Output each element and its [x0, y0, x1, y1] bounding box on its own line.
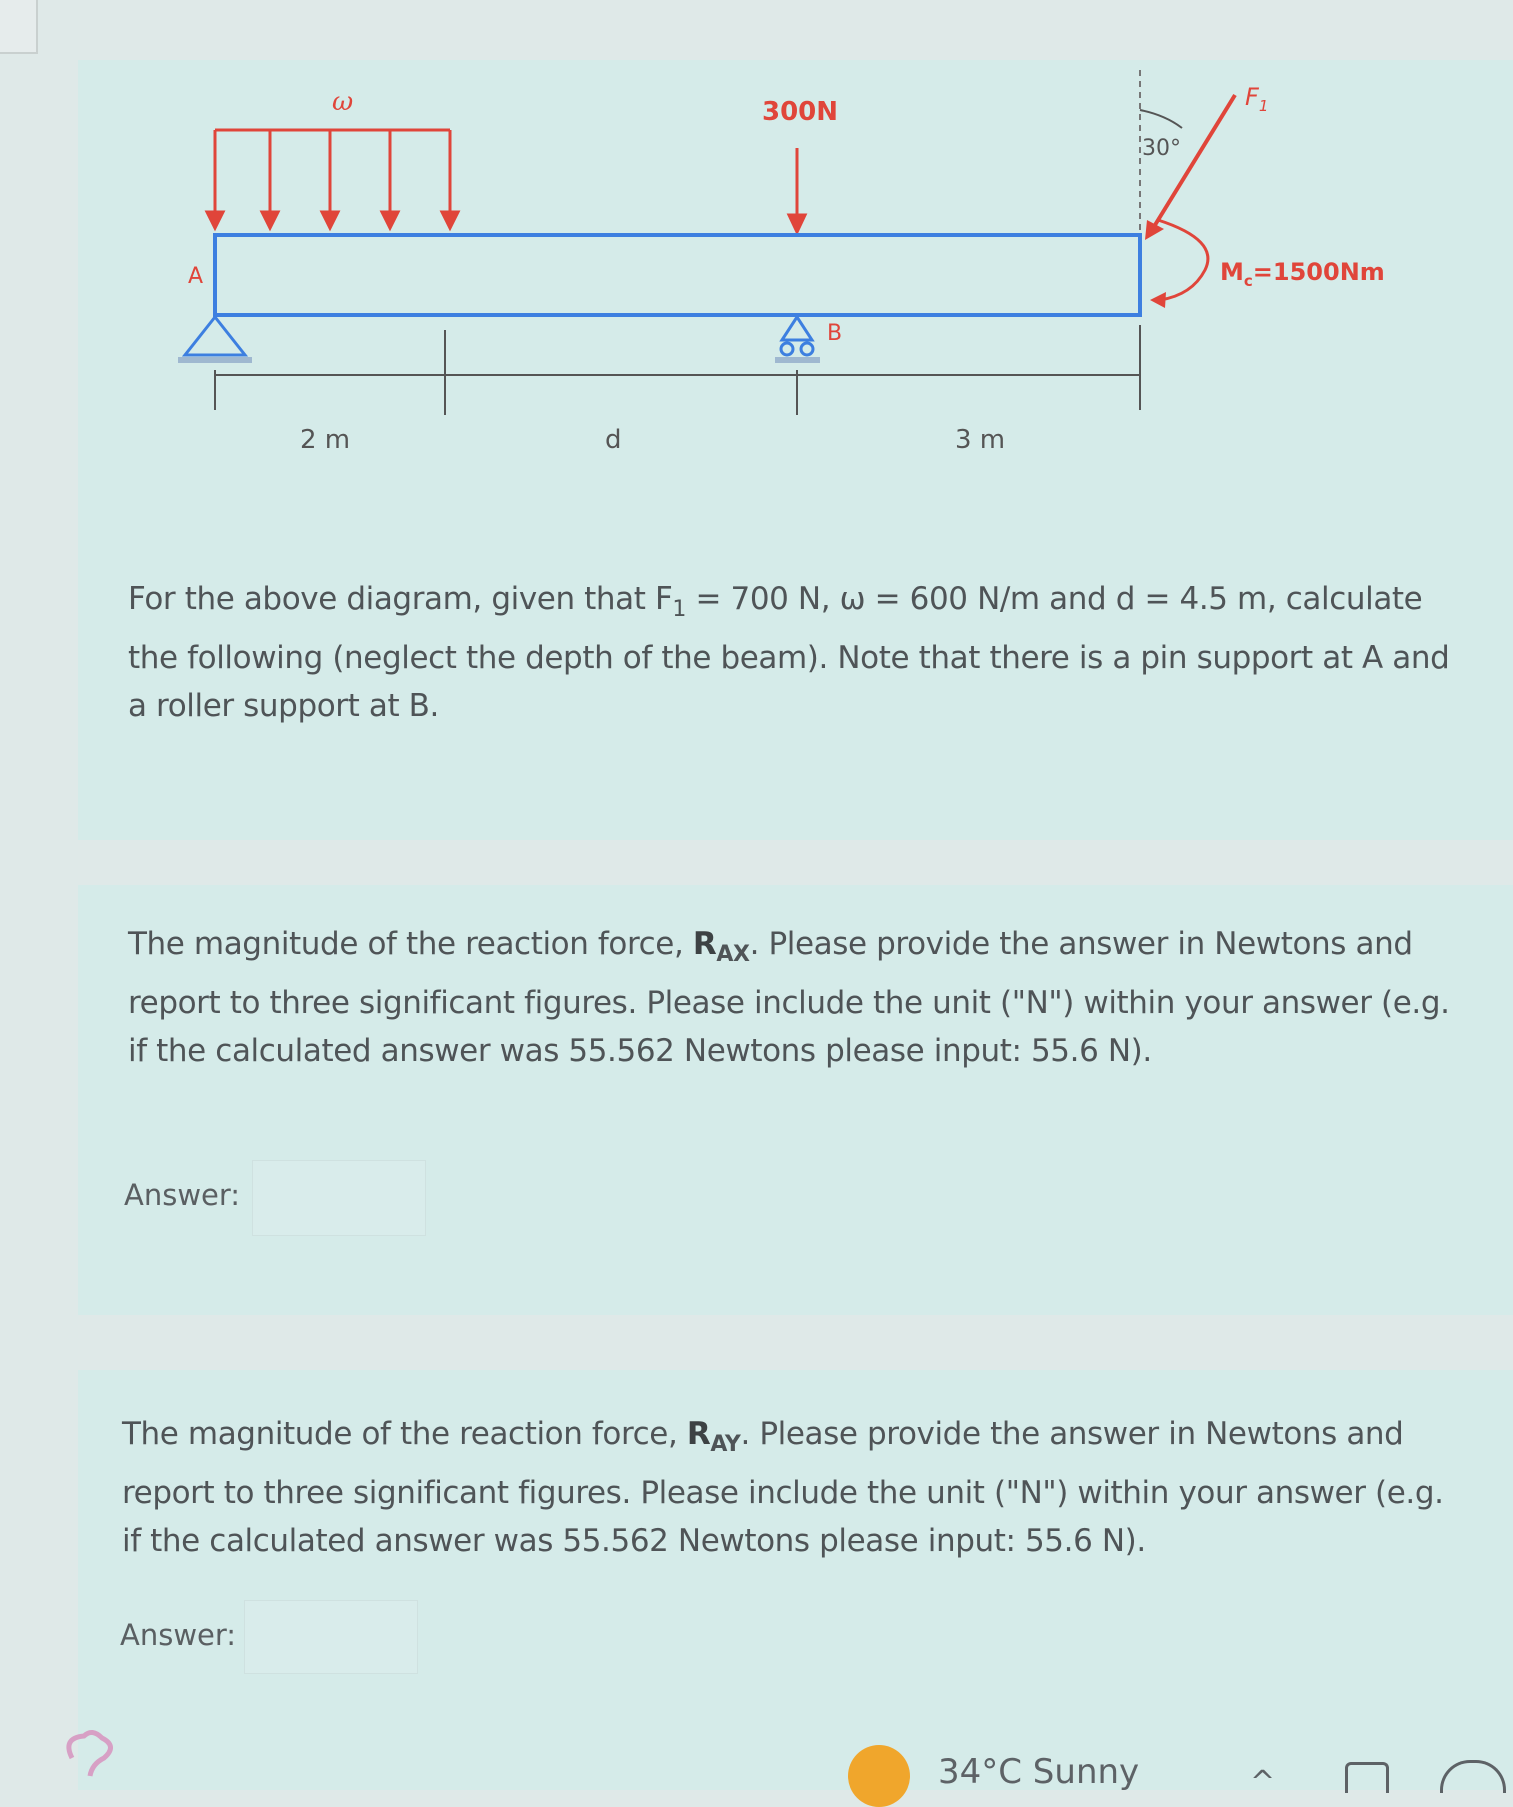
beam-diagram	[170, 70, 1430, 490]
question-rax-text: The magnitude of the reaction force, $R_{AX}$. Please provide the answer in Newtons and report to three significant figures. Please include the unit ("N") within your answer (e.g. if the calculated answer was 55.562 Newtons please input: 55.6 N).	[128, 926, 1450, 1070]
corner-frame	[0, 0, 38, 54]
sun-icon	[848, 1745, 910, 1807]
ray-answer-input[interactable]	[244, 1600, 418, 1674]
beam	[215, 235, 1140, 315]
rax-answer-input[interactable]	[252, 1160, 426, 1236]
dimension-lines	[215, 325, 1140, 415]
point-a-label: A	[188, 264, 204, 289]
weather-text[interactable]: 34°C Sunny	[938, 1752, 1140, 1792]
question-ray-text: The magnitude of the reaction force, $R_{AY}$. Please provide the answer in Newtons and report to three significant figures. Please include the unit ("N") within your answer (e.g. if the calculated answer was 55.562 Newtons please input: 55.6 N).	[122, 1416, 1444, 1560]
rax-answer-label: Answer:	[124, 1178, 241, 1212]
question-intro-text: For the above diagram, given that $F_1 = 700$ N, ω = 600 N/m and d = 4.5 m, calculate the following (neglect the depth of the beam). Note that there is a pin support at A and a roller support at B.	[128, 581, 1450, 725]
chevron-up-icon[interactable]: ^	[1250, 1765, 1276, 1800]
omega-label: ω	[332, 87, 354, 117]
f1-label: $F_1$	[1245, 83, 1269, 115]
moment-label: $M_c=1500Nm$	[1220, 258, 1385, 290]
angle-label: 30°	[1142, 136, 1181, 161]
dim-3m-label: 3 m	[955, 425, 1006, 455]
point-b-label: B	[827, 321, 843, 346]
dim-2m-label: 2 m	[300, 425, 351, 455]
roller-support-b	[775, 317, 820, 360]
point-load-300n	[789, 148, 805, 232]
load-300n-label: 300N	[762, 97, 839, 127]
distributed-load	[207, 130, 458, 228]
taskbar-app-icon[interactable]	[62, 1728, 118, 1778]
dim-d-label: d	[605, 425, 622, 455]
ray-answer-label: Answer:	[120, 1618, 237, 1652]
moment-mc	[1150, 220, 1208, 308]
keyboard-icon[interactable]	[1345, 1762, 1389, 1793]
pin-support-a	[178, 317, 252, 360]
